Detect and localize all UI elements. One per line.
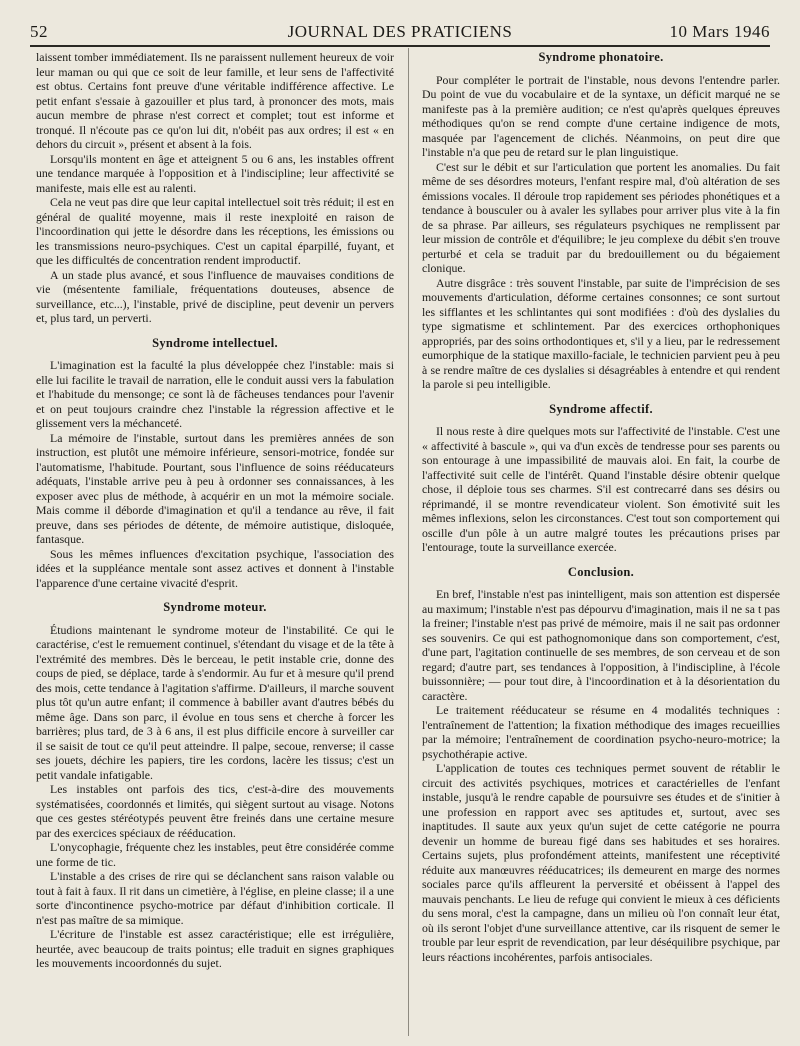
paragraph: Étudions maintenant le syndrome moteur de l'instabilité. Ce qui le caractérise, c'est le remuement continuel, s'étendant du visage et de la tête à l'extrémité des membres. Dès le berceau, le petit instable crie, donne des coups de pied, se déplace, tarde à s'endormir. Au fur et à mesure qu'il prend des mois, cette tendance à l'agitation s'affirme. D'ailleurs, il marche souvent plus tôt qu'un autre enfant; il commence à babiller avant d'autres bébés du même âge. Dans son parc, il évolue en tous sens et cherche à forcer les barrières; plus tard, de 3 à 6 ans, il est plus difficile encore à surveiller car il se saisit de tout ce qu'il peut atteindre. Il palpe, secoue, renverse; il casse ses jouets, déchire les papiers, tire les cordons, lacère les tissus; c'est un petit vandale infatigable. [36, 622, 394, 782]
paragraph: laissent tomber immédiatement. Ils ne paraissent nullement heureux de voir leur maman ou qui que ce soit de leur famille, et leur sens de l'affectivité est obtus. Certains font preuve d'une véritable indifférence affective. Le petit enfant s'essaie à gazouiller et plus tard, à prononcer des mots, mais aucun membre de phrase n'est correct et complet; tout est informe et tronqué. Il n'écoute pas ce qu'on lui dit, n'obéit pas aux ordres; il est « en dehors du circuit », présent et absent à la fois. [36, 50, 394, 151]
paragraph: Lorsqu'ils montent en âge et atteignent 5 ou 6 ans, les instables offrent une tendance marquée à l'opposition et à l'indiscipline; leur affectivité se manifeste, mais elle est au ralenti. [36, 151, 394, 195]
right-column [422, 50, 780, 1035]
journal-title: JOURNAL DES PRATICIENS [287, 22, 513, 41]
paragraph: Le traitement rééducateur se résume en 4 modalités techniques : l'entraînement de l'attention; la fixation méthodique des images recueillies par la mémoire; l'entraînement de coordination psycho-neuro-motrice; la psychothérapie active. [422, 703, 780, 761]
section-heading-conclusion: Conclusion. [567, 564, 635, 579]
paragraph: Il nous reste à dire quelques mots sur l'affectivité de l'instable. C'est une « affectivité à bascule », qui va d'un excès de tendresse pour ses parents ou son entourage à une impassibilité de mauvais aloi. En fait, la courbe de l'affectivité suit celle de l'intérêt. Quand l'instable désire obtenir quelque chose, il déploie tous ses charmes. S'il est contrecarré dans ses désirs ou réprimandé, il se montre revendicateur violent. Son émotivité suit les mêmes inflexions, selon les circonstances. C'est tout son comportement qui oscille d'un pôle à un autre malgré toutes les précautions prises par l'entourage, toute la surveillance exercée. [422, 424, 780, 554]
paragraph: A un stade plus avancé, et sous l'influence de mauvaises conditions de vie (mésentente familiale, fréquentations douteuses, absence de surveillance, etc...), l'instable, privé de discipline, peut devenir un pervers et, plus tard, un perverti. [36, 267, 394, 325]
left-column [36, 50, 394, 1035]
paragraph: Les instables ont parfois des tics, c'est-à-dire des mouvements systématisées, coordonnés et limités, qui siègent surtout au visage. Notons que ces gestes stéréotypés peuvent être freinés dans une certaine mesure par des exercices spéciaux de rééducation. [36, 782, 394, 840]
paragraph: C'est sur le débit et sur l'articulation que portent les anomalies. Du fait même de ses désordres moteurs, l'enfant respire mal, d'où altération de ses émissions vocales. Il déroule trop rapidement ses périodes phonétiques et a tendance à bousculer ou à avaler les syllabes pour arriver plus vite à la fin de sa phrase. Par ailleurs, ses régulateurs psychiques ne remplissent par leur mission de contrôle et d'équilibre; le jeu complexe du débit s'en trouve perturbé et cela se traduit par du bredouillement ou du bégaiement clonique. [422, 159, 780, 275]
section-heading-affectif: Syndrome affectif. [549, 401, 653, 416]
section-heading-phonatoire: Syndrome phonatoire. [538, 50, 664, 64]
paragraph: L'onycophagie, fréquente chez les instables, peut être considérée comme une forme de tic. [36, 840, 394, 869]
issue-date: 10 Mars 1946 [669, 22, 770, 41]
page-header [30, 12, 770, 47]
paragraph: Pour compléter le portrait de l'instable, nous devons l'entendre parler. Du point de vue du vocabulaire et de la syntaxe, un déficit marqué ne se manifeste pas à la première audition; ce n'est qu'après quelques épreuves méthodiques qu'on se rend compte d'une certaine indigence de mots, masquée par l'agencement de clichés. Néanmoins, on peut dire que l'instable n'a que peu de retard sur le plan linguistique. [422, 72, 780, 159]
paragraph: Cela ne veut pas dire que leur capital intellectuel soit très réduit; il est en général de qualité moyenne, mais il reste inexploité en raison de l'incoordination qui jette le désordre dans les réceptions, les émissions ou les transmissions neuro-psychiques. C'est un capital éparpillé, fuyant, et que les difficultés de concentration rendent improductif. [36, 195, 394, 267]
paragraph: L'application de toutes ces techniques permet souvent de rétablir le circuit des activités psychiques, motrices et caractérielles de l'enfant instable, jusqu'à le rendre capable de poursuivre ses études et de s'initier à une profession en rapport avec ses aptitudes et, surtout, avec ses inaptitudes. Il saute aux yeux qu'un sujet de cette catégorie ne pourra devenir un homme de bureau figé dans ses habitudes et ses horaires. Certains sujets, plus profondément atteints, manifestent une réceptivité réduite aux manœuvres rééducatrices; ils demeurent en marge des normes sociales parce qu'ils affleurent la perversité et obéissent à l'appel des mauvais penchants. Le lieu de refuge qui convient le mieux à ces déficients du sens moral, c'est la campagne, dans un milieu où l'on connaît leur état, où ils seront l'objet d'une surveillance attentive, car ils risquent de semer le trouble par leur esprit de revendication, par leur déséquilibre psychique, par leurs réactions incohérentes, parfois antisociales. [422, 761, 780, 964]
paragraph: En bref, l'instable n'est pas inintelligent, mais son attention est dispersée au maximum; l'instable n'est pas dépourvu d'imagination, mais il ne sa t pas la freiner; l'instable n'est pas privé de mémoire, mais il ne sait pas ordonner ses souvenirs. Ce qui est pathognomonique dans son comportement, c'est, d'une part, l'agitation continuelle de ses membres, de son cerveau et de son regard; d'autre part, ses tendances à l'opposition, à l'indiscipline, à l'école buissonnière; — pour tout dire, à l'incoordination et à la désorientation du caractère. [422, 587, 780, 703]
column-divider [408, 48, 409, 1036]
paragraph: Sous les mêmes influences d'excitation psychique, l'association des idées et la suppléance mentale sont assez actives et donnent à l'instable l'apparence d'une certaine vivacité d'esprit. [36, 546, 394, 590]
paragraph: L'écriture de l'instable est assez caractéristique; elle est irrégulière, heurtée, avec beaucoup de traits pointus; elle traduit en signes graphiques les mouvements incoordonnés du sujet. [36, 927, 394, 970]
section-heading-moteur: Syndrome moteur. [163, 600, 267, 614]
paragraph: La mémoire de l'instable, surtout dans les premières années de son instruction, est plutôt une mémoire inférieure, sensori-motrice, fondée sur l'automatisme, l'habitude. Pourtant, sous l'influence de soins rééducateurs adéquats, l'instable arrive peu à peu à ordonner ses connaissances, à les exposer avec plus de méthode, à acquérir en un mot la mémoire sociale. Mais comme il déborde d'imagination et qu'il a tendance au rêve, il fait preuve, dans ses périodes de détente, de mémoire autistique, disloquée, fantasque. [36, 430, 394, 546]
paragraph: L'instable a des crises de rire qui se déclanchent sans raison valable ou tout à fait à faux. Il rit dans un cimetière, à l'église, en pleine classe; il a une sorte d'incontinence psycho-motrice par défaut d'inhibition corticale. Il n'est pas maître de sa mimique. [36, 869, 394, 927]
paragraph: L'imagination est la faculté la plus développée chez l'instable: mais si elle lui facilite le travail de narration, elle le conduit aussi vers la fabulation et l'habitude du mensonge; ce sont là de fâcheuses tendances pour l'avenir et on peut toujours craindre chez l'instable la régression affective et le glissement vers la méchanceté. [36, 358, 394, 430]
paragraph: Autre disgrâce : très souvent l'instable, par suite de l'imprécision de ses mouvements d'articulation, déforme certaines consonnes; ce sont surtout les sifflantes et les schlintantes qui sont modifiées : d'où des dyslalies du type sigmatisme et schlintement. Par des exercices orthophoniques appropriés, par des soins orthodontiques et, s'il y a lieu, par le redressement eumorphique de la statique maxillo-faciale, le technicien parvient peu à peu à se rendre maître de ces dyslalies si désagréables à entendre et qui rendent la parole si peu intelligible. [422, 275, 780, 391]
page-number: 52 [30, 22, 48, 41]
section-heading-intellectuel: Syndrome intellectuel. [152, 335, 278, 350]
